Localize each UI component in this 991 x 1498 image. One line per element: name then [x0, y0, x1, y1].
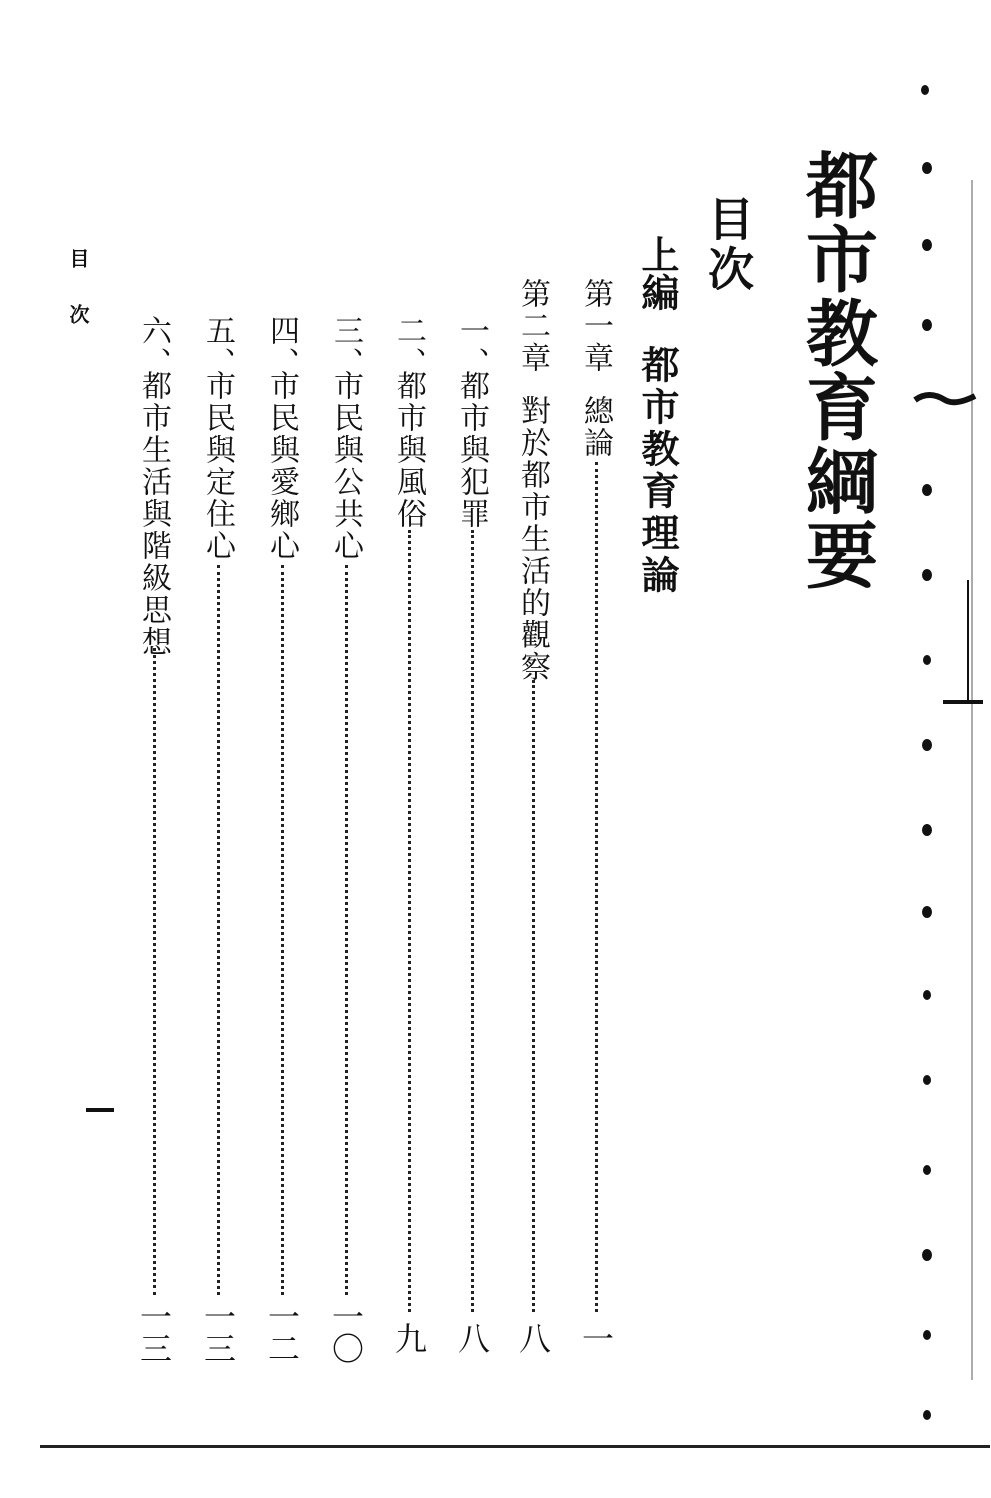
toc-entry-page: 九	[390, 1322, 428, 1354]
toc-entry-label: 第二章	[515, 278, 550, 374]
toc-entry-title: 都市與犯罪	[454, 370, 489, 530]
folio	[86, 1108, 114, 1112]
toc-entry-label: 四、	[264, 315, 299, 379]
toc-leader-dots	[153, 648, 156, 1295]
toc-leader-dots	[532, 680, 535, 1312]
toc-entry-title: 市民與定住心	[200, 370, 235, 562]
toc-entry-page: 八	[453, 1322, 491, 1354]
toc-entry-title: 都市與風俗	[391, 370, 426, 530]
toc-entry-page: 一三	[135, 1300, 173, 1364]
toc-entry-title: 市民與公共心	[328, 370, 363, 562]
toc-entry-page: 八	[514, 1322, 552, 1354]
toc-entry-label: 二、	[391, 315, 426, 379]
toc-entry-title: 都市生活與階級思想	[136, 370, 171, 658]
book-title: 都市教育綱要	[794, 148, 879, 592]
page-bottom-rule	[40, 1445, 990, 1448]
toc-entry-title: 對於都市生活的觀察	[515, 395, 550, 683]
toc-entry-label: 一、	[454, 315, 489, 379]
toc-entry-page: 一〇	[327, 1300, 365, 1364]
part-title: 都市教育理論	[635, 345, 680, 597]
toc-leader-dots	[595, 462, 598, 1312]
toc-entry-page: 一	[577, 1322, 615, 1354]
toc-leader-dots	[471, 530, 474, 1312]
toc-entry-label: 第一章	[578, 278, 613, 374]
toc-entry-page: 一二	[263, 1300, 301, 1364]
toc-leader-dots	[281, 565, 284, 1295]
toc-entry-label: 五、	[200, 315, 235, 379]
toc-entry-label: 三、	[328, 315, 363, 379]
binding-stitch-marks	[905, 60, 991, 1440]
toc-entry-label: 六、	[136, 315, 171, 379]
toc-entry-page: 一三	[199, 1300, 237, 1364]
toc-entry-title: 市民與愛鄉心	[264, 370, 299, 562]
contents-heading: 目次	[701, 195, 755, 295]
toc-leader-dots	[217, 565, 220, 1295]
running-head: 目次	[66, 248, 90, 360]
toc-leader-dots	[345, 565, 348, 1295]
part-label: 上編	[635, 235, 680, 311]
toc-entry-title: 總論	[578, 395, 613, 459]
toc-leader-dots	[408, 530, 411, 1312]
